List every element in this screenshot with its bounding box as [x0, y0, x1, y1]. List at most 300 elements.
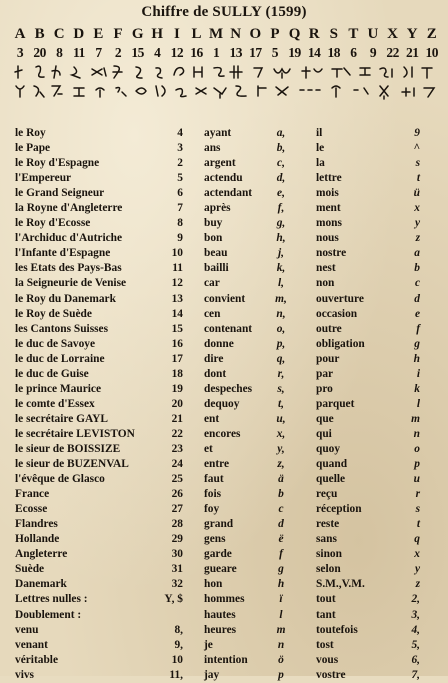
word-cell: ayant [204, 127, 232, 139]
table-row [0, 517, 448, 532]
word-cell: garde [204, 548, 232, 561]
word-cell: heures [204, 623, 237, 636]
code-number-cell: 27 [171, 503, 183, 516]
table-row [0, 337, 448, 352]
alphabet-letter: M [209, 26, 224, 42]
person-or-place-cell: le Roy de Suède [15, 307, 92, 320]
word-code-cell: x, [276, 427, 286, 440]
person-or-place-cell: le comte d'Essex [15, 397, 95, 410]
word-2-cell: selon [316, 563, 341, 576]
word-2-code-cell: y [414, 217, 420, 230]
word-cell: entre [204, 458, 230, 471]
word-2-code-cell: i [416, 367, 420, 380]
person-or-place-cell: Suède [15, 563, 45, 576]
word-code-cell: ä [278, 473, 284, 486]
word-2-cell: réception [316, 503, 362, 516]
table-row [0, 352, 448, 367]
table-row [0, 668, 448, 683]
cipher-symbols-drawing-2 [14, 82, 438, 100]
alphabet-letter: N [230, 26, 242, 42]
code-number-cell: 32 [171, 578, 183, 591]
word-code-cell: z, [277, 458, 285, 471]
word-code-cell: ë [278, 533, 284, 546]
word-cell: faut [204, 473, 224, 486]
word-2-code-cell: q [414, 533, 420, 546]
word-2-code-cell: ^ [413, 142, 420, 155]
code-number-cell: 25 [171, 473, 183, 486]
person-or-place-cell: la Royne d'Angleterre [15, 202, 123, 215]
word-cell: ans [204, 142, 221, 155]
word-code-cell: n [277, 638, 285, 651]
word-2-code-cell: 6, [411, 653, 420, 666]
word-cell: je [204, 638, 213, 651]
code-number-cell: Y, $ [164, 593, 183, 606]
person-or-place-cell: véritable [15, 653, 59, 666]
word-code-cell: f, [277, 202, 285, 215]
person-or-place-cell: Lettres nulles : [15, 593, 88, 606]
word-code-cell: h, [276, 232, 286, 245]
word-code-cell: p [278, 668, 284, 681]
code-number-cell: 22 [171, 427, 183, 440]
person-or-place-cell: Danemark [15, 578, 67, 591]
table-row [0, 276, 448, 291]
word-2-cell: quelle [316, 473, 346, 486]
word-cell: encores [204, 427, 241, 440]
page-title: Chiffre de SULLY (1599) [141, 4, 307, 20]
person-or-place-cell: le prince Maurice [15, 382, 102, 395]
word-2-cell: quoy [316, 442, 341, 455]
word-2-code-cell: x [414, 548, 420, 561]
word-code-cell: q, [276, 352, 286, 365]
person-or-place-cell: Angleterre [15, 548, 68, 561]
word-2-cell: tost [316, 638, 334, 651]
cipher-glyphs-row-1 [14, 63, 438, 81]
alphabet-number: 11 [72, 45, 85, 60]
table-row [0, 367, 448, 382]
word-code-cell: d [278, 518, 284, 531]
table-row [0, 126, 448, 141]
word-2-cell: pro [316, 382, 333, 395]
word-cell: beau [204, 247, 228, 260]
table-row [0, 487, 448, 502]
word-2-code-cell: b [414, 262, 420, 275]
alphabet-number: 16 [190, 45, 203, 60]
table-row [0, 427, 448, 442]
word-cell: hon [204, 578, 223, 591]
word-code-cell: ï [279, 593, 283, 606]
word-code-cell: c, [277, 157, 285, 170]
person-or-place-cell: France [15, 488, 50, 501]
alphabet-number: 20 [33, 45, 46, 60]
word-2-cell: lettre [316, 172, 342, 185]
person-or-place-cell: la Seigneurie de Venise [15, 277, 127, 290]
person-or-place-cell: Flandres [15, 518, 58, 531]
word-2-cell: quand [316, 458, 348, 471]
word-code-cell: t, [277, 397, 284, 410]
word-2-code-cell: z [415, 578, 420, 591]
word-code-cell: o, [276, 322, 286, 335]
word-cell: argent [204, 157, 236, 170]
word-2-cell: le [316, 142, 325, 155]
person-or-place-cell: l'Infante d'Espagne [15, 247, 111, 260]
table-row [0, 532, 448, 547]
code-number-cell: 31 [171, 563, 183, 576]
person-or-place-cell: le sieur de BUZENVAL [15, 458, 129, 471]
word-cell: dire [204, 352, 224, 365]
word-cell: intention [204, 653, 248, 666]
alphabet-letter: Z [426, 26, 437, 42]
alphabet-letter: T [348, 26, 359, 42]
code-number-cell: 18 [171, 367, 183, 380]
code-number-cell: 23 [171, 442, 183, 455]
word-2-cell: par [316, 367, 334, 380]
table-row [0, 472, 448, 487]
alphabet-letter: H [151, 26, 164, 42]
table-row [0, 261, 448, 276]
code-number-cell: 24 [171, 458, 183, 471]
word-code-cell: b [278, 488, 284, 501]
word-2-cell: toutefois [316, 623, 358, 636]
alphabet-number: 13 [229, 45, 242, 60]
word-2-code-cell: s [415, 503, 420, 516]
word-2-cell: que [316, 412, 334, 425]
alphabet-letter: S [329, 26, 338, 42]
table-row [0, 186, 448, 201]
code-number-cell: 26 [171, 488, 183, 501]
word-cell: gueare [204, 563, 237, 576]
table-row [0, 141, 448, 156]
word-2-cell: nest [316, 262, 336, 275]
alphabet-letter: L [191, 26, 202, 42]
table-row [0, 623, 448, 638]
table-row [0, 638, 448, 653]
word-cell: bailli [204, 262, 229, 275]
person-or-place-cell: le secrétaire LEVISTON [15, 427, 135, 440]
person-or-place-cell: l'Empereur [15, 172, 72, 185]
table-row [0, 216, 448, 231]
person-or-place-cell: le duc de Savoye [15, 337, 96, 350]
alphabet-number: 4 [154, 45, 161, 60]
word-code-cell: a, [276, 127, 286, 139]
code-number-cell: 6 [177, 187, 183, 200]
alphabet-letter: Q [288, 26, 301, 42]
word-2-code-cell: 7, [411, 668, 420, 681]
word-2-cell: nous [316, 232, 339, 245]
word-code-cell: k, [276, 262, 286, 275]
alphabet-letter: O [249, 26, 262, 42]
alphabet-letter: A [14, 26, 26, 42]
word-cell: hautes [204, 608, 236, 621]
word-cell: bon [204, 232, 223, 245]
word-cell: ent [204, 412, 220, 425]
table-row [0, 547, 448, 562]
word-cell: gens [204, 533, 226, 546]
word-2-code-cell: m [411, 412, 420, 425]
word-2-code-cell: 9 [414, 127, 420, 139]
word-cell: jay [204, 668, 220, 681]
word-2-code-cell: t [416, 518, 420, 531]
cipher-symbols-drawing-1 [14, 63, 438, 81]
code-number-cell: 28 [171, 518, 183, 531]
person-or-place-cell: le Roy d'Ecosse [15, 217, 91, 230]
person-or-place-cell: Doublement : [15, 608, 82, 621]
alphabet-letter: B [34, 26, 45, 42]
person-or-place-cell: le duc de Lorraine [15, 352, 105, 365]
code-number-cell: 10 [171, 653, 183, 666]
word-2-cell: ouverture [316, 292, 364, 305]
word-code-cell: u, [276, 412, 286, 425]
word-2-cell: S.M.,V.M. [316, 578, 365, 591]
alphabet-letters-row [12, 26, 440, 43]
word-cell: après [204, 202, 231, 215]
code-number-cell: 16 [171, 337, 183, 350]
code-number-cell: 21 [171, 412, 183, 425]
word-code-cell: m [276, 623, 286, 636]
person-or-place-cell: le Roy [15, 127, 46, 139]
table-row [0, 292, 448, 307]
word-code-cell: b, [276, 142, 286, 155]
table-row [0, 502, 448, 517]
word-2-code-cell: x [414, 202, 420, 215]
word-2-cell: mons [316, 217, 342, 230]
word-code-cell: n, [276, 307, 286, 320]
word-2-cell: il [316, 127, 323, 139]
alphabet-letter: D [73, 26, 85, 42]
table-row [0, 442, 448, 457]
cipher-glyphs-row-2 [14, 82, 438, 100]
table-row [0, 653, 448, 668]
person-or-place-cell: l'Archiduc d'Autriche [15, 232, 123, 245]
person-or-place-cell: venu [15, 623, 39, 636]
code-number-cell: 20 [171, 397, 183, 410]
alphabet-letter: R [308, 26, 320, 42]
alphabet-number: 3 [16, 45, 24, 60]
word-cell: fois [204, 488, 222, 501]
word-cell: actendu [204, 172, 243, 185]
code-number-cell: 8 [177, 217, 183, 230]
table-row [0, 592, 448, 607]
alphabet-number: 12 [170, 45, 184, 60]
word-2-cell: vous [316, 653, 339, 666]
word-cell: et [204, 442, 213, 455]
word-2-cell: outre [316, 322, 342, 335]
word-2-cell: tant [316, 608, 336, 621]
table-row [0, 156, 448, 171]
code-number-cell: 14 [171, 307, 183, 320]
word-2-code-cell: f [416, 322, 420, 335]
word-2-code-cell: z [415, 232, 420, 245]
alphabet-numbers-row [12, 45, 440, 61]
person-or-place-cell: le Pape [15, 142, 51, 155]
word-2-code-cell: o [414, 442, 420, 455]
word-code-cell: h [277, 578, 285, 591]
word-code-cell: g, [276, 217, 286, 230]
word-2-cell: pour [316, 352, 340, 365]
word-code-cell: m, [275, 292, 287, 305]
word-cell: buy [204, 217, 223, 230]
word-code-cell: ö [278, 653, 284, 666]
word-code-cell: l, [277, 277, 284, 290]
word-2-cell: sans [316, 533, 337, 546]
word-2-cell: la [316, 157, 325, 170]
code-number-cell: 8, [174, 623, 183, 636]
word-2-code-cell: g [414, 337, 420, 350]
alphabet-letter: C [53, 26, 65, 42]
person-or-place-cell: les Cantons Suisses [15, 322, 109, 335]
alphabet-number: 18 [327, 45, 340, 60]
word-cell: contenant [204, 322, 253, 335]
cipher-table [0, 126, 448, 683]
word-cell: cen [204, 307, 221, 320]
word-2-code-cell: h [413, 352, 420, 365]
alphabet-letter: Y [406, 26, 418, 42]
person-or-place-cell: l'évêque de Glasco [15, 473, 105, 486]
table-row [0, 457, 448, 472]
word-2-code-cell: d [414, 292, 420, 305]
alphabet-number: 15 [131, 45, 144, 60]
alphabet-letter: X [387, 26, 398, 42]
word-2-cell: tout [316, 593, 336, 606]
word-2-code-cell: a [414, 247, 420, 260]
word-code-cell: e, [277, 187, 285, 200]
word-cell: despeches [204, 382, 253, 395]
code-number-cell: 9, [174, 638, 183, 651]
word-2-cell: vostre [316, 668, 346, 681]
person-or-place-cell: le Roy d'Espagne [15, 157, 100, 170]
alphabet-number: 19 [288, 45, 301, 60]
code-number-cell: 4 [177, 127, 183, 139]
alphabet-number: 22 [386, 45, 399, 60]
word-code-cell: f [279, 548, 283, 561]
word-2-code-cell: 2, [411, 593, 420, 606]
table-row [0, 171, 448, 186]
table-row [0, 577, 448, 592]
alphabet-number: 2 [114, 45, 122, 60]
word-cell: car [204, 277, 220, 290]
person-or-place-cell: le Grand Seigneur [15, 187, 105, 200]
word-2-code-cell: s [415, 157, 420, 170]
code-number-cell: 7 [177, 202, 183, 215]
code-number-cell: 11 [172, 262, 183, 275]
word-cell: grand [204, 518, 234, 531]
alphabet-number: 8 [56, 45, 63, 60]
code-number-cell: 15 [171, 322, 183, 335]
word-2-cell: nostre [316, 247, 347, 260]
person-or-place-cell: Hollande [15, 533, 60, 546]
word-code-cell: j, [277, 247, 284, 260]
alphabet-letter: G [131, 26, 144, 42]
person-or-place-cell: venant [15, 638, 48, 651]
alphabet-number: 5 [271, 45, 279, 60]
word-2-cell: mois [316, 187, 339, 200]
person-or-place-cell: le sieur de BOISSIZE [15, 442, 121, 455]
table-row [0, 412, 448, 427]
alphabet-number: 1 [212, 45, 220, 60]
table-row [0, 201, 448, 216]
word-2-code-cell: u [413, 473, 420, 486]
alphabet-number: 7 [95, 45, 102, 60]
person-or-place-cell: Ecosse [15, 503, 48, 516]
alphabet-letter: F [113, 26, 123, 42]
code-number-cell: 29 [171, 533, 183, 546]
alphabet-number: 10 [425, 45, 439, 60]
code-number-cell: 30 [171, 548, 183, 561]
word-2-code-cell: l [416, 397, 420, 410]
table-row [0, 231, 448, 246]
alphabet-number: 17 [249, 45, 262, 60]
table-row [0, 608, 448, 623]
word-code-cell: s, [277, 382, 285, 395]
word-2-code-cell: 4, [411, 623, 420, 636]
word-2-cell: non [316, 277, 335, 290]
word-2-code-cell: e [414, 307, 420, 320]
word-code-cell: p, [276, 337, 286, 350]
code-number-cell: 19 [171, 382, 183, 395]
code-number-cell: 13 [171, 292, 183, 305]
word-2-cell: occasion [316, 307, 358, 320]
word-code-cell: c [278, 503, 284, 516]
alphabet-letter: U [367, 26, 379, 42]
word-2-code-cell: y [414, 563, 420, 576]
alphabet-letter: P [270, 26, 280, 42]
word-cell: donne [204, 337, 234, 350]
alphabet-number: 21 [405, 45, 419, 60]
word-2-code-cell: ü [413, 187, 420, 200]
word-2-code-cell: n [413, 427, 420, 440]
word-cell: foy [204, 503, 220, 516]
alphabet-number: 6 [350, 45, 357, 60]
word-cell: hommes [204, 593, 245, 606]
word-2-cell: sinon [316, 548, 342, 561]
code-number-cell: 9 [177, 232, 183, 245]
word-2-code-cell: p [414, 458, 420, 471]
code-number-cell: 5 [177, 172, 183, 185]
word-2-code-cell: 5, [411, 638, 420, 651]
word-code-cell: d, [276, 172, 286, 185]
word-code-cell: l [279, 608, 283, 621]
alphabet-letter: I [173, 26, 180, 42]
word-2-cell: parquet [316, 397, 355, 410]
person-or-place-cell: le duc de Guise [15, 367, 89, 380]
table-row [0, 382, 448, 397]
word-cell: actendant [204, 187, 253, 200]
word-2-code-cell: 3, [411, 608, 420, 621]
word-cell: dont [204, 367, 227, 380]
word-2-cell: obligation [316, 337, 365, 350]
person-or-place-cell: vivs [15, 668, 34, 681]
word-code-cell: r, [277, 367, 285, 380]
table-row [0, 322, 448, 337]
alphabet-number: 9 [369, 45, 377, 60]
alphabet-letter: E [93, 26, 104, 42]
code-number-cell: 10 [171, 247, 183, 260]
code-number-cell: 2 [177, 157, 183, 170]
code-number-cell: 17 [171, 352, 183, 365]
word-code-cell: y, [277, 442, 285, 455]
table-row [0, 307, 448, 322]
person-or-place-cell: le secrétaire GAYL [15, 412, 108, 425]
code-number-cell: 11, [169, 668, 183, 681]
code-number-cell: 12 [171, 277, 183, 290]
word-cell: convient [204, 292, 246, 305]
word-2-code-cell: t [416, 172, 420, 185]
table-row [0, 397, 448, 412]
person-or-place-cell: le Roy du Danemark [15, 292, 116, 305]
word-cell: dequoy [204, 397, 240, 410]
code-number-cell: 3 [177, 142, 183, 155]
alphabet-number: 14 [307, 45, 321, 60]
table-row [0, 562, 448, 577]
